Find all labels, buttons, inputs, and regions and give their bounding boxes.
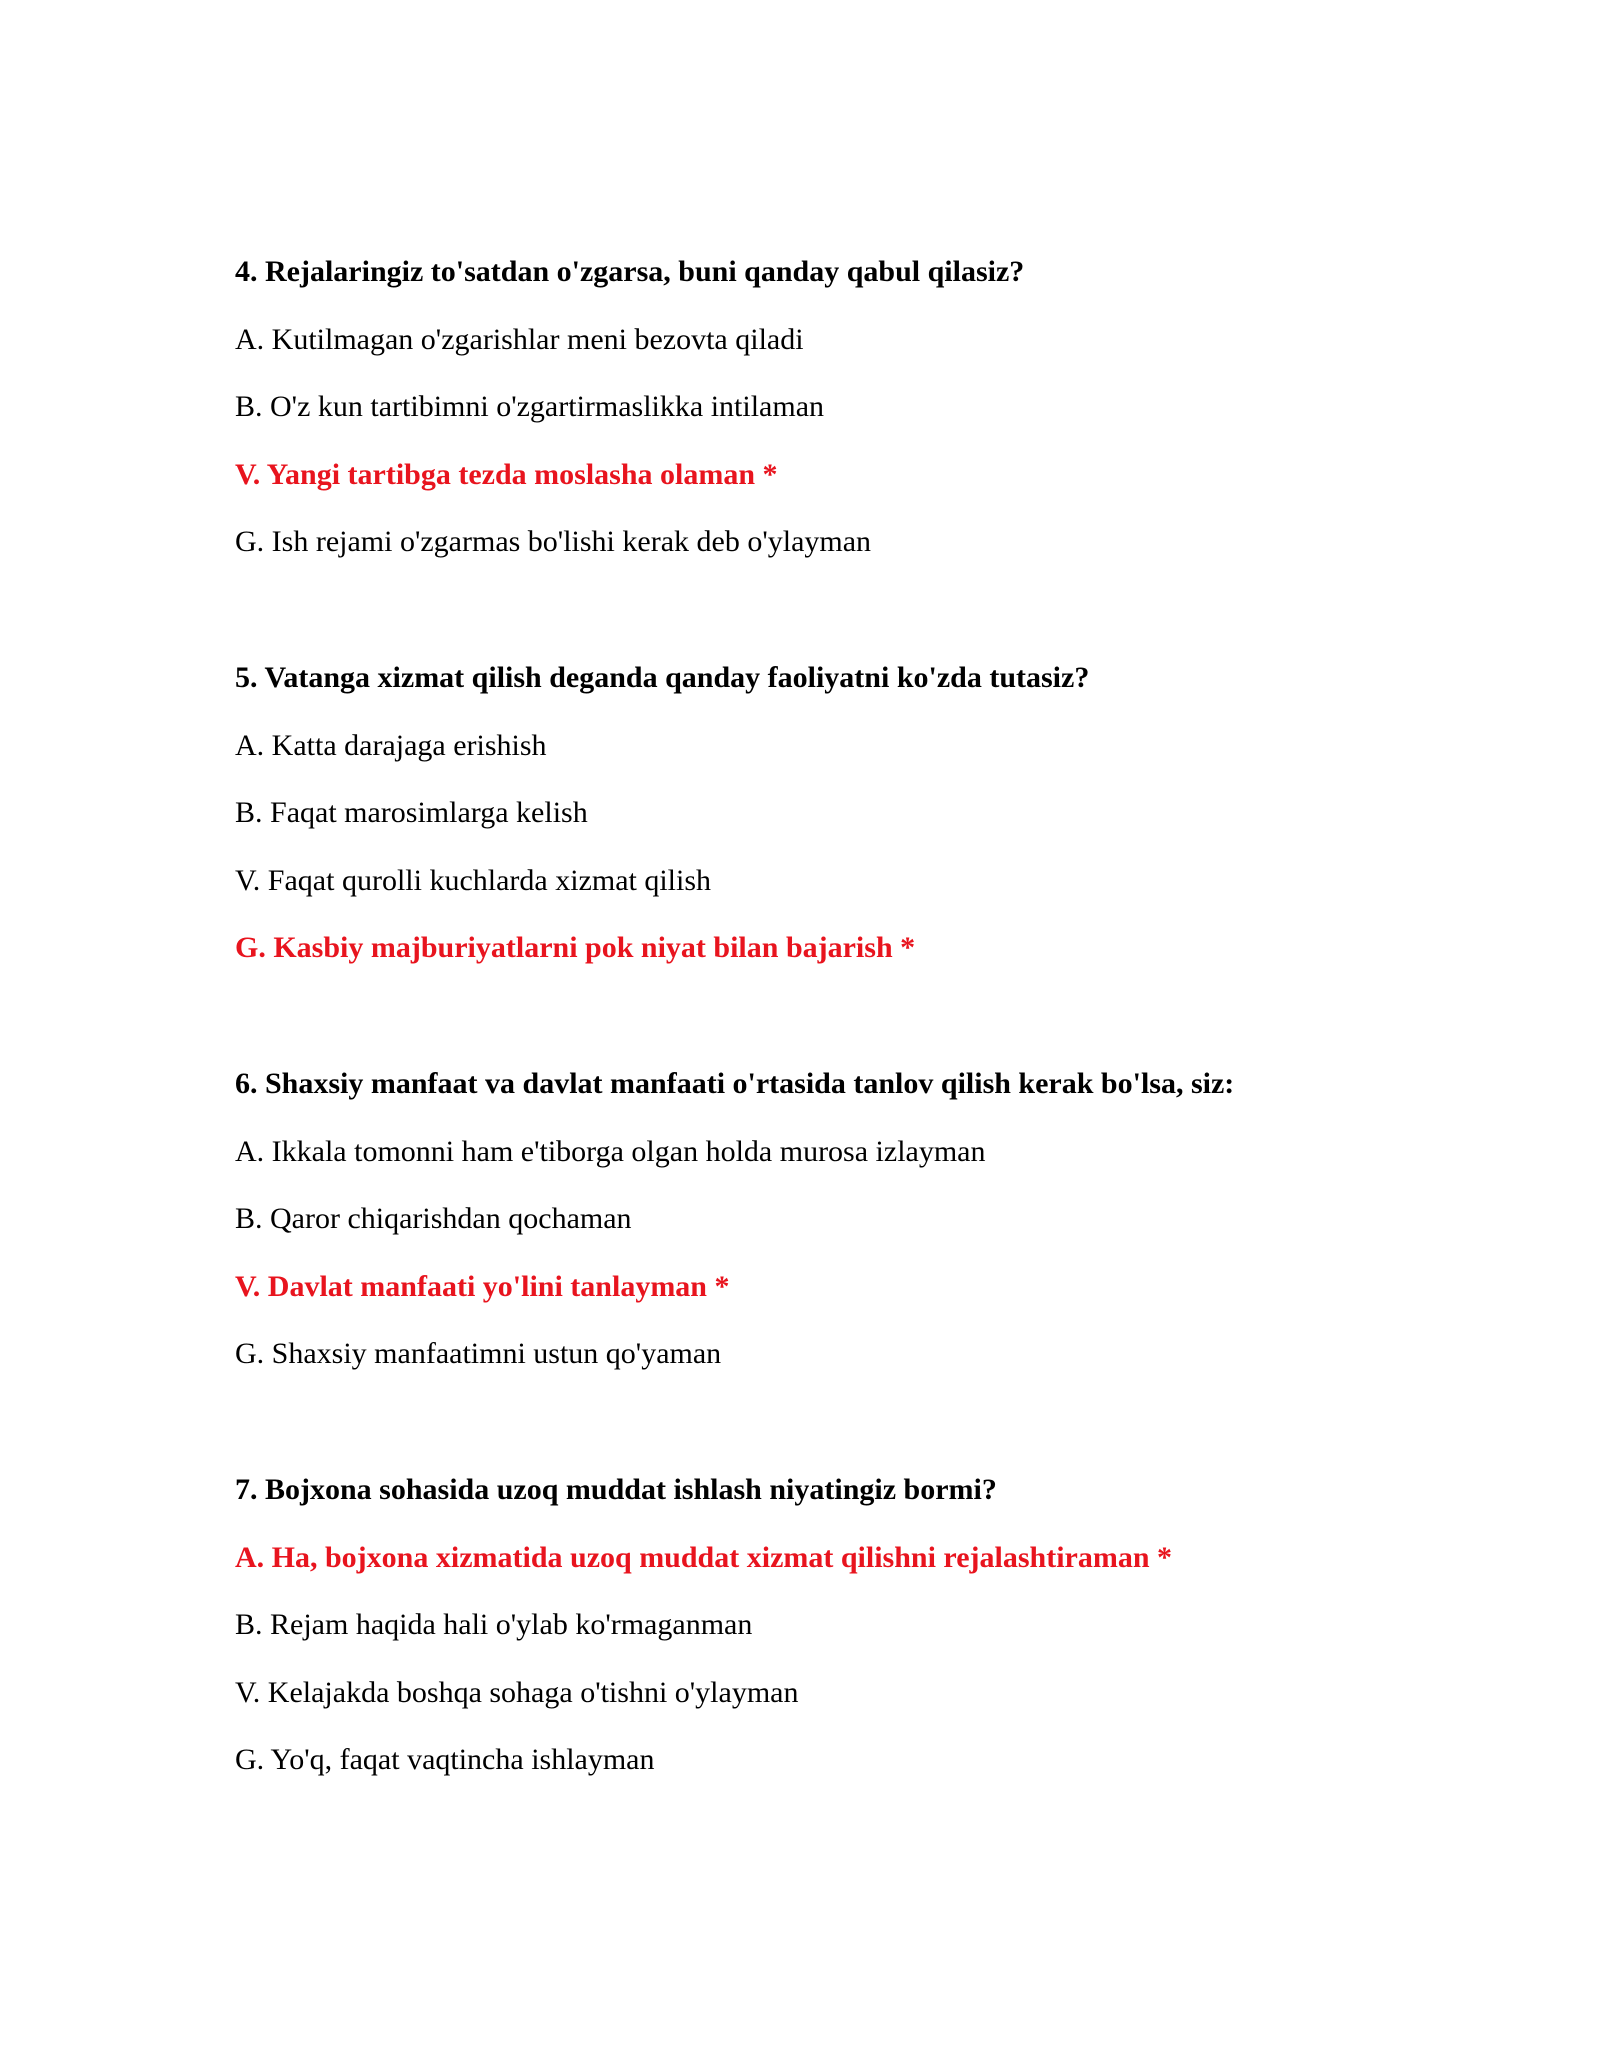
answer-option-a: A. Kutilmagan o'zgarishlar meni bezovta qiladi bbox=[235, 322, 804, 356]
question-text: 6. Shaxsiy manfaat va davlat manfaati o'rtasida tanlov qilish kerak bo'lsa, siz: bbox=[235, 1067, 1235, 1100]
answer-option-b: B. O'z kun tartibimni o'zgartirmaslikka intilaman bbox=[235, 390, 825, 423]
question-block-5 bbox=[235, 658, 1435, 996]
answer-option-b: B. Faqat marosimlarga kelish bbox=[235, 796, 588, 829]
answer-option-v: V. Faqat qurolli kuchlarda xizmat qilish bbox=[235, 863, 712, 897]
answer-option-g: G. Yo'q, faqat vaqtincha ishlayman bbox=[235, 1743, 655, 1776]
answer-option-b: B. Rejam haqida hali o'ylab ko'rmaganman bbox=[235, 1608, 753, 1641]
question-block-7 bbox=[235, 1470, 1435, 1808]
correct-answer-option-v: V. Yangi tartibga tezda moslasha olaman * bbox=[235, 457, 778, 491]
question-text: 7. Bojxona sohasida uzoq muddat ishlash niyatingiz bormi? bbox=[235, 1473, 997, 1506]
question-text: 5. Vatanga xizmat qilish deganda qanday faoliyatni ko'zda tutasiz? bbox=[235, 661, 1090, 694]
answer-option-b: B. Qaror chiqarishdan qochaman bbox=[235, 1202, 632, 1235]
answer-option-g: G. Ish rejami o'zgarmas bo'lishi kerak deb o'ylayman bbox=[235, 525, 872, 558]
answer-option-a: A. Katta darajaga erishish bbox=[235, 728, 547, 762]
correct-answer-option-v: V. Davlat manfaati yo'lini tanlayman * bbox=[235, 1269, 730, 1303]
answer-option-a: A. Ikkala tomonni ham e'tiborga olgan holda murosa izlayman bbox=[235, 1134, 986, 1168]
answer-option-g: G. Shaxsiy manfaatimni ustun qo'yaman bbox=[235, 1337, 722, 1370]
question-block-6 bbox=[235, 1064, 1435, 1402]
answer-option-v: V. Kelajakda boshqa sohaga o'tishni o'ylayman bbox=[235, 1675, 799, 1709]
question-block-4 bbox=[235, 252, 1435, 590]
correct-answer-option-g: G. Kasbiy majburiyatlarni pok niyat bilan bajarish * bbox=[235, 931, 916, 964]
correct-answer-option-a: A. Ha, bojxona xizmatida uzoq muddat xizmat qilishni rejalashtiraman * bbox=[235, 1540, 1173, 1574]
question-text: 4. Rejalaringiz to'satdan o'zgarsa, buni qanday qabul qilasiz? bbox=[235, 255, 1025, 288]
